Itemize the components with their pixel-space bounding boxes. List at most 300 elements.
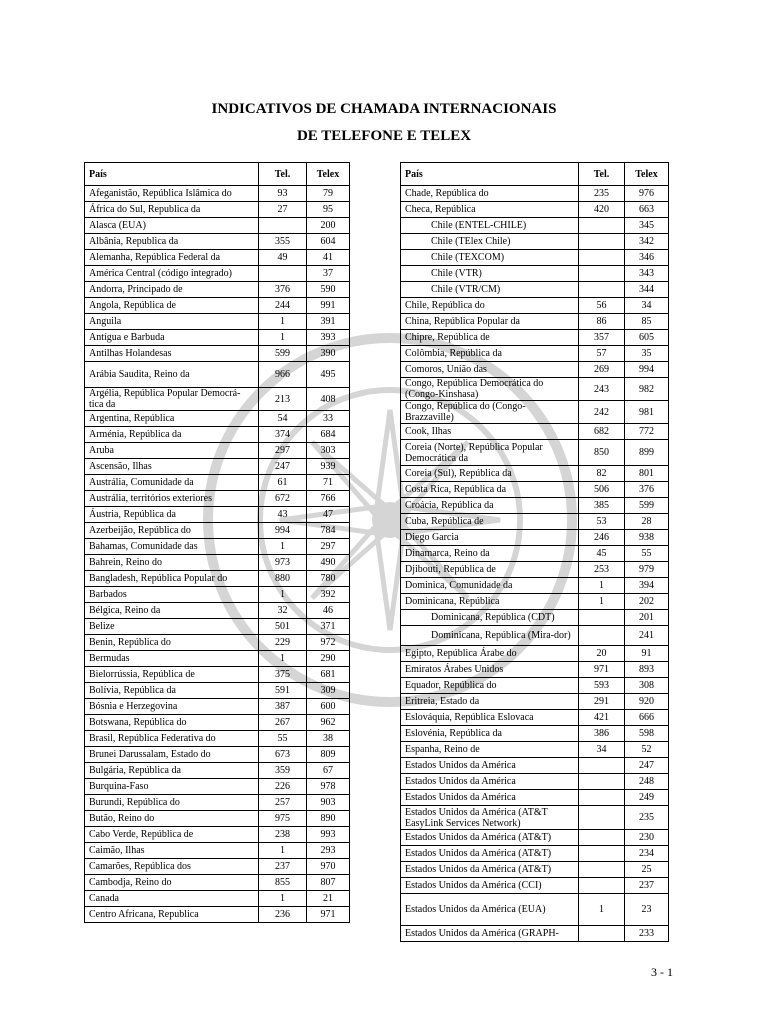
tel-cell [579,250,625,266]
telex-cell: 766 [307,491,350,507]
table-row [85,619,350,635]
country-cell: Cabo Verde, República de [85,827,259,843]
table-row [85,186,350,202]
telex-cell: 392 [307,587,350,603]
country-cell: África do Sul, Republica da [85,202,259,218]
table-row [401,678,669,694]
country-cell: Estados Unidos da América [401,758,579,774]
telex-cell: 297 [307,539,350,555]
table-row [85,507,350,523]
table-row [85,388,350,411]
title-line-1: INDICATIVOS DE CHAMADA INTERNACIONAIS [211,101,557,117]
telex-cell: 780 [307,571,350,587]
left-table-body [85,186,350,923]
table-row [401,250,669,266]
telex-cell: 95 [307,202,350,218]
telex-cell: 978 [307,779,350,795]
country-cell: América Central (código integrado) [85,266,259,282]
table-row [85,667,350,683]
telex-cell: 91 [625,646,669,662]
table-row [85,202,350,218]
telex-cell: 982 [625,378,669,401]
table-row [85,651,350,667]
country-cell: Cuba, República de [401,514,579,530]
table-row [401,710,669,726]
telex-cell: 200 [307,218,350,234]
country-cell: Emiratos Árabes Unidos [401,662,579,678]
telex-cell: 346 [625,250,669,266]
table-row [85,427,350,443]
telex-cell: 972 [307,635,350,651]
tel-cell [579,830,625,846]
table-row [85,443,350,459]
country-cell: Centro Africana, Republica [85,907,259,923]
telex-cell: 35 [625,346,669,362]
country-cell: Barbados [85,587,259,603]
table-row [401,186,669,202]
tel-cell: 682 [579,424,625,440]
country-cell: Diego Garcia [401,530,579,546]
telex-cell: 23 [625,894,669,926]
table-row [85,587,350,603]
tel-cell: 27 [259,202,307,218]
country-cell: Coreia (Sul), República da [401,466,579,482]
tel-cell [579,282,625,298]
tel-cell: 244 [259,298,307,314]
telex-cell: 938 [625,530,669,546]
table-row [401,530,669,546]
telex-cell: 376 [625,482,669,498]
table-row [85,523,350,539]
tel-cell [579,806,625,830]
country-cell: Chile, República do [401,298,579,314]
tel-cell [579,774,625,790]
table-row [401,498,669,514]
tel-cell: 297 [259,443,307,459]
country-cell: Burundi, República do [85,795,259,811]
country-cell: Albânia, Republica da [85,234,259,250]
tel-cell: 1 [259,891,307,907]
tel-cell: 267 [259,715,307,731]
tel-cell [259,218,307,234]
table-row [401,440,669,466]
tel-cell [579,610,625,626]
table-row [85,346,350,362]
table-row [85,330,350,346]
table-row [85,411,350,427]
table-row [401,694,669,710]
country-cell: Eritreia, Estado da [401,694,579,710]
table-row [85,699,350,715]
table-row [85,555,350,571]
tel-cell [579,234,625,250]
table-row [85,314,350,330]
telex-cell: 971 [307,907,350,923]
telex-cell: 47 [307,507,350,523]
header-telex: Telex [307,163,350,186]
country-cell: Eslováquia, República Eslovaca [401,710,579,726]
country-cell: Alemanha, República Federal da [85,250,259,266]
country-cell: Alasca (EUA) [85,218,259,234]
table-row [401,401,669,424]
country-cell: Cook, Ilhas [401,424,579,440]
telex-cell: 807 [307,875,350,891]
telex-cell: 241 [625,626,669,646]
telex-cell: 37 [307,266,350,282]
table-row [401,806,669,830]
tel-cell: 1 [259,651,307,667]
tel-cell: 32 [259,603,307,619]
country-cell: Chile (VTR/CM) [401,282,579,298]
table-row [85,475,350,491]
telex-cell: 290 [307,651,350,667]
country-cell: Bahrein, Reino do [85,555,259,571]
tel-cell: 246 [579,530,625,546]
table-row [85,635,350,651]
table-row [85,362,350,388]
country-cell: Estados Unidos da América (AT&T) [401,862,579,878]
tel-cell: 1 [259,314,307,330]
tel-cell: 359 [259,763,307,779]
tel-cell: 235 [579,186,625,202]
tel-cell: 238 [259,827,307,843]
table-row [85,907,350,923]
telex-cell: 28 [625,514,669,530]
header-telex: Telex [625,163,669,186]
telex-cell: 247 [625,758,669,774]
telex-cell: 46 [307,603,350,619]
table-row [401,314,669,330]
tel-cell: 385 [579,498,625,514]
table-row [85,683,350,699]
table-row [85,811,350,827]
telex-cell: 893 [625,662,669,678]
tel-cell: 850 [579,440,625,466]
telex-cell: 21 [307,891,350,907]
table-row [401,878,669,894]
telex-cell: 33 [307,411,350,427]
tel-cell: 226 [259,779,307,795]
telex-cell: 784 [307,523,350,539]
tel-cell: 386 [579,726,625,742]
table-row [85,763,350,779]
table-row [401,346,669,362]
telex-cell: 391 [307,314,350,330]
country-cell: Arménia, República da [85,427,259,443]
tel-cell: 672 [259,491,307,507]
telex-cell: 495 [307,362,350,388]
table-row [401,742,669,758]
telex-cell: 201 [625,610,669,626]
tel-cell: 975 [259,811,307,827]
tel-cell: 355 [259,234,307,250]
telex-cell: 342 [625,234,669,250]
telex-cell: 41 [307,250,350,266]
country-cell: Bermudas [85,651,259,667]
tel-cell: 376 [259,282,307,298]
tel-cell: 593 [579,678,625,694]
table-row [401,894,669,926]
title-line-2: DE TELEFONE E TELEX [296,128,472,144]
table-row [401,424,669,440]
table-row [401,646,669,662]
table-row [401,282,669,298]
tel-cell: 1 [259,587,307,603]
tel-cell: 53 [579,514,625,530]
tel-cell: 375 [259,667,307,683]
tel-cell: 213 [259,388,307,411]
telex-cell: 979 [625,562,669,578]
table-row [401,514,669,530]
tel-cell: 591 [259,683,307,699]
telex-cell: 233 [625,926,669,942]
tel-cell [579,862,625,878]
table-row [401,774,669,790]
country-cell: Austrália, Comunidade da [85,475,259,491]
country-cell: Arábia Saudita, Reino da [85,362,259,388]
telex-cell: 202 [625,594,669,610]
country-cell: Comoros, União das [401,362,579,378]
header-row [401,163,669,186]
table-row [85,234,350,250]
telex-cell: 994 [625,362,669,378]
tel-cell: 973 [259,555,307,571]
tel-cell: 43 [259,507,307,523]
country-cell: Chile (ENTEL-CHILE) [401,218,579,234]
country-cell: Estados Unidos da América (CCI) [401,878,579,894]
table-row [85,731,350,747]
table-row [401,546,669,562]
country-cell: Congo, República do (Congo-Brazzaville) [401,401,579,424]
table-row [401,846,669,862]
tel-cell: 673 [259,747,307,763]
telex-cell: 79 [307,186,350,202]
telex-cell: 490 [307,555,350,571]
tel-cell: 61 [259,475,307,491]
country-cell: Bulgária, República da [85,763,259,779]
telex-cell: 600 [307,699,350,715]
tel-cell: 20 [579,646,625,662]
country-cell: Butão, Reino do [85,811,259,827]
tel-cell: 54 [259,411,307,427]
tel-cell: 242 [579,401,625,424]
country-cell: Chade, República do [401,186,579,202]
country-cell: Brunei Darussalam, Estado do [85,747,259,763]
telex-cell: 234 [625,846,669,862]
table-row [85,603,350,619]
country-cell: Estados Unidos da América (AT&T EasyLink Services Network) [401,806,579,830]
telex-cell: 230 [625,830,669,846]
telex-cell: 249 [625,790,669,806]
tel-cell [579,626,625,646]
telex-cell: 976 [625,186,669,202]
telex-cell: 67 [307,763,350,779]
table-row [85,715,350,731]
country-cell: Coreia (Norte), República Popular Democrática da [401,440,579,466]
tel-cell: 56 [579,298,625,314]
table-row [401,626,669,646]
telex-cell: 981 [625,401,669,424]
tel-cell: 994 [259,523,307,539]
tel-cell: 1 [579,578,625,594]
country-cell: Estados Unidos da América (AT&T) [401,830,579,846]
tel-cell: 247 [259,459,307,475]
table-row [401,926,669,942]
telex-cell: 666 [625,710,669,726]
telex-cell: 920 [625,694,669,710]
tel-cell [579,758,625,774]
country-cell: Egipto, República Árabe do [401,646,579,662]
tel-cell: 45 [579,546,625,562]
country-cell: Dominicana, República (Mira-dor) [401,626,579,646]
tel-cell [579,878,625,894]
telex-cell: 71 [307,475,350,491]
telex-cell: 248 [625,774,669,790]
tel-cell: 971 [579,662,625,678]
table-row [85,266,350,282]
table-row [401,330,669,346]
table-row [401,234,669,250]
country-cell: Bósnia e Herzegovina [85,699,259,715]
telex-cell: 393 [307,330,350,346]
country-cell: Equador, República do [401,678,579,694]
tel-cell: 236 [259,907,307,923]
country-cell: Burquina-Faso [85,779,259,795]
tel-cell: 34 [579,742,625,758]
table-row [85,875,350,891]
country-cell: Dominica, Comunidade da [401,578,579,594]
table-row [85,571,350,587]
table-row [401,466,669,482]
tel-cell: 880 [259,571,307,587]
tel-cell: 506 [579,482,625,498]
telex-cell: 394 [625,578,669,594]
table-row [401,378,669,401]
telex-cell: 801 [625,466,669,482]
telex-cell: 681 [307,667,350,683]
country-cell: Costa Rica, República da [401,482,579,498]
telex-cell: 899 [625,440,669,466]
tel-cell [579,266,625,282]
table-row [85,747,350,763]
country-cell: Andorra, Principado de [85,282,259,298]
telex-cell: 605 [625,330,669,346]
country-cell: Argélia, República Popular Democrá-tica da [85,388,259,411]
header-pais: País [85,163,259,186]
telex-cell: 343 [625,266,669,282]
country-cell: Checa, República [401,202,579,218]
country-cell: Antígua e Barbuda [85,330,259,346]
table-row [85,459,350,475]
tel-cell: 599 [259,346,307,362]
tel-cell: 357 [579,330,625,346]
table-row [85,250,350,266]
country-cell: Estados Unidos da América [401,774,579,790]
table-row [85,282,350,298]
table-row [85,891,350,907]
tel-cell: 243 [579,378,625,401]
header-row [85,163,350,186]
tel-cell: 966 [259,362,307,388]
telex-cell: 991 [307,298,350,314]
country-cell: Azerbeijão, República do [85,523,259,539]
country-cell: Espanha, Reino de [401,742,579,758]
tel-cell: 420 [579,202,625,218]
tel-cell: 387 [259,699,307,715]
header-tel: Tel. [259,163,307,186]
country-cell: Benin, República do [85,635,259,651]
country-cell: Congo, República Democrática do (Congo-Kinshasa) [401,378,579,401]
telex-cell: 344 [625,282,669,298]
tel-cell: 86 [579,314,625,330]
tel-cell: 93 [259,186,307,202]
header-tel: Tel. [579,163,625,186]
telex-cell: 809 [307,747,350,763]
tel-cell: 257 [259,795,307,811]
telex-cell: 309 [307,683,350,699]
telex-cell: 38 [307,731,350,747]
country-cell: Canada [85,891,259,907]
page-number: 3 - 1 [651,965,673,979]
telex-cell: 604 [307,234,350,250]
country-cell: Colômbia, República da [401,346,579,362]
table-row [85,779,350,795]
country-cell: Croácia, República da [401,498,579,514]
telex-cell: 890 [307,811,350,827]
table-row [401,562,669,578]
telex-cell: 55 [625,546,669,562]
tel-cell: 1 [579,894,625,926]
tel-cell [579,926,625,942]
tel-cell: 374 [259,427,307,443]
tel-cell [579,790,625,806]
country-cell: Bielorrússia, República de [85,667,259,683]
telex-cell: 34 [625,298,669,314]
table-row [85,843,350,859]
tel-cell: 1 [259,330,307,346]
country-cell: Chile (VTR) [401,266,579,282]
tel-cell [579,846,625,862]
table-row [85,827,350,843]
table-row [401,202,669,218]
country-cell: Bélgica, Reino da [85,603,259,619]
tel-cell: 291 [579,694,625,710]
telex-cell: 962 [307,715,350,731]
tel-cell: 421 [579,710,625,726]
tel-cell [579,218,625,234]
country-cell: Ascensão, Ilhas [85,459,259,475]
country-cell: Dominicana, República (CDT) [401,610,579,626]
telex-cell: 599 [625,498,669,514]
country-cell: Cambodja, Reino do [85,875,259,891]
tel-cell: 1 [259,539,307,555]
table-row [85,218,350,234]
tel-cell: 49 [259,250,307,266]
country-cell: Austrália, territórios exteriores [85,491,259,507]
table-row [85,859,350,875]
tel-cell [259,266,307,282]
telex-cell: 293 [307,843,350,859]
tel-cell: 55 [259,731,307,747]
telex-cell: 970 [307,859,350,875]
country-cell: Anguila [85,314,259,330]
country-cell: Caimão, Ilhas [85,843,259,859]
country-cell: Estados Unidos da América (AT&T) [401,846,579,862]
country-cell: Djibouti, República de [401,562,579,578]
country-cell: Botswana, República do [85,715,259,731]
telex-cell: 52 [625,742,669,758]
telex-cell: 663 [625,202,669,218]
